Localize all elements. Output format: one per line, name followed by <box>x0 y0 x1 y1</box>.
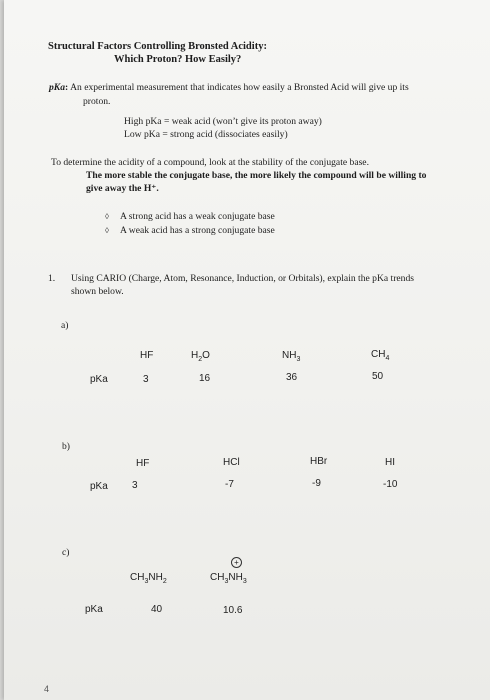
pka-definition-line-2: proton. <box>83 96 111 107</box>
compound-a-4: $CH_4$ <box>371 349 390 362</box>
pka-value-a-2: 16 <box>199 373 211 384</box>
pka-definition-text: An experimental measurement that indicates how easily a Bronsted Acid will give up its <box>68 82 409 93</box>
compound-b-1: HF <box>136 458 150 469</box>
question-text-line-1: Using CARIO (Charge, Atom, Resonance, Induction, or Orbitals), explain the pKa trends <box>71 273 414 284</box>
acidity-bold-line-2: give away the H⁺. <box>86 183 159 194</box>
compound-a-3: $NH_3$ <box>282 350 301 363</box>
pka-row-label-c: pKa <box>85 604 103 615</box>
bullet-item-1: A strong acid has a weak conjugate base <box>120 211 275 222</box>
compound-a-2: $H_2O$ <box>191 350 210 363</box>
pka-value-c-1: 40 <box>151 604 163 615</box>
compound-b-2: HCl <box>223 457 240 468</box>
question-text-line-2: shown below. <box>71 286 124 297</box>
compound-c-2: $CH_3NH_3$ <box>210 572 247 585</box>
pka-value-b-3: -9 <box>312 478 321 489</box>
title-line-1: Structural Factors Controlling Bronsted Acidity: <box>48 41 267 52</box>
bullet-diamond-icon: ◊ <box>105 212 109 221</box>
bullet-diamond-icon: ◊ <box>105 226 109 235</box>
pka-value-a-1: 3 <box>143 374 149 385</box>
pka-value-c-2: 10.6 <box>223 605 243 616</box>
compound-b-3: HBr <box>310 456 328 467</box>
compound-a-1: HF <box>140 350 154 361</box>
compound-b-4: HI <box>385 457 395 468</box>
low-pka-note: Low pKa = strong acid (dissociates easily) <box>124 129 288 140</box>
pka-definition-line-1 <box>49 82 409 93</box>
acidity-intro: To determine the acidity of a compound, look at the stability of the conjugate base. <box>51 157 369 168</box>
pka-colon: : <box>65 82 69 93</box>
part-b-label: b) <box>62 441 70 452</box>
pka-term: pKa <box>49 82 65 93</box>
part-c-label: c) <box>62 547 70 558</box>
bullet-item-2: A weak acid has a strong conjugate base <box>120 225 275 236</box>
pka-value-a-4: 50 <box>372 371 384 382</box>
question-number: 1. <box>48 273 56 284</box>
page-number: 4 <box>44 684 50 694</box>
title-line-2: Which Proton? How Easily? <box>114 54 242 65</box>
pka-row-label-b: pKa <box>90 481 108 492</box>
high-pka-note: High pKa = weak acid (won’t give its proton away) <box>124 116 322 127</box>
pka-value-b-2: -7 <box>225 479 234 490</box>
pka-row-label-a: pKa <box>90 374 108 385</box>
pka-value-b-1: 3 <box>132 480 138 491</box>
compound-c-1: $CH_3NH_2$ <box>130 572 167 585</box>
pka-value-b-4: -10 <box>383 479 398 490</box>
part-a-label: a) <box>61 320 69 331</box>
pka-value-a-3: 36 <box>286 372 298 383</box>
worksheet-page <box>4 0 490 700</box>
positive-charge-icon: + <box>231 557 242 568</box>
acidity-bold-line-1: The more stable the conjugate base, the more likely the compound will be willing to <box>86 170 427 181</box>
